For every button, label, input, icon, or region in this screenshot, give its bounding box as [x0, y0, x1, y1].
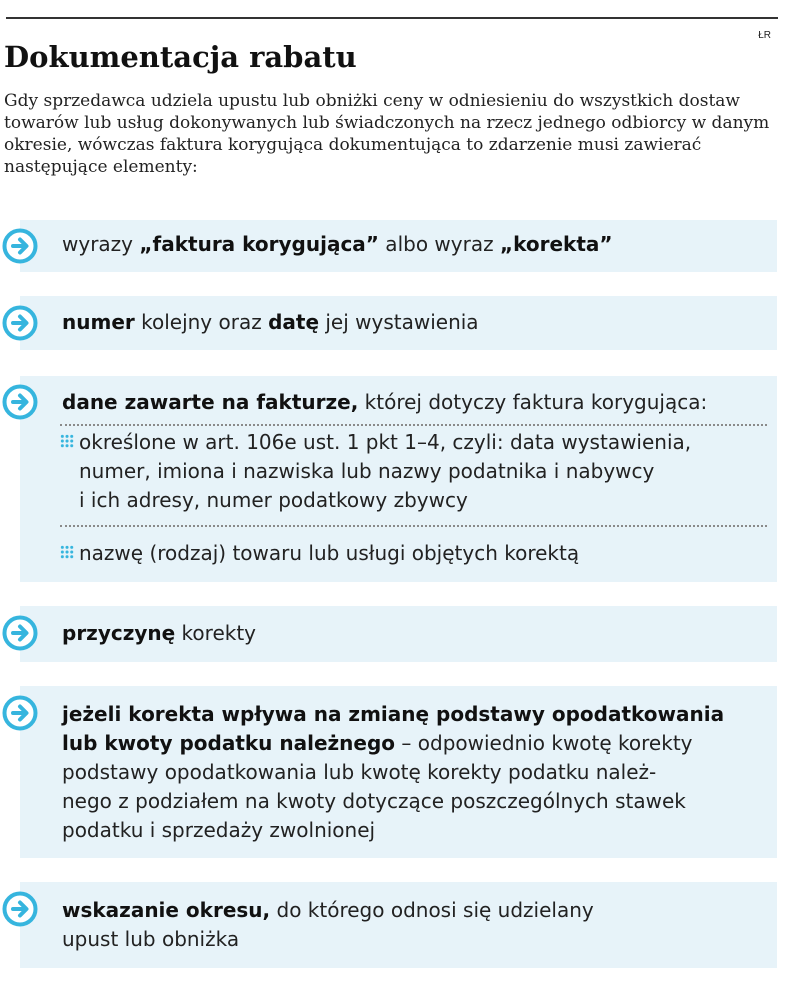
list-item [20, 296, 777, 350]
arrow-right-circle-icon [1, 304, 39, 342]
author-credit: ŁR [758, 30, 771, 41]
list-item [20, 220, 777, 272]
item-text: wskazanie okresu, do którego odnosi się udzielany upust lub obniżka [62, 898, 594, 951]
item-text: jeżeli korekta wpływa na zmianę podstawy opodatkowania lub kwoty podatku należnego – odpowiednio kwotę korekty podstawy opodatkowania lub kwotę korekty podatku należ- nego z podziałem na kwoty dotyczące poszczególnych stawek podatku i sprzedaży zwolnionej [62, 702, 725, 842]
list-item [20, 376, 777, 582]
arrow-right-circle-icon [1, 694, 39, 732]
list-item [20, 686, 777, 858]
top-rule [6, 17, 778, 19]
arrow-right-circle-icon [1, 227, 39, 265]
dot-grid-icon [60, 434, 74, 448]
item-text: wyrazy „faktura korygująca” albo wyraz „korekta” [62, 232, 613, 256]
sub-item: określone w art. 106e ust. 1 pkt 1–4, czyli: data wystawienia, numer, imiona i nazwiska lub nazwy podatnika i nabywcy i ich adresy, numer podatkowy zbywcy [60, 428, 767, 515]
list-item [20, 882, 777, 968]
page-title: Dokumentacja rabatu [4, 40, 357, 74]
arrow-right-circle-icon [1, 383, 39, 421]
item-text: numer kolejny oraz datę jej wystawienia [62, 310, 479, 334]
dot-grid-icon [60, 545, 74, 559]
list-item [20, 606, 777, 662]
arrow-right-circle-icon [1, 614, 39, 652]
sub-item: nazwę (rodzaj) towaru lub usługi objętych korektą [60, 539, 767, 568]
dotted-divider [60, 525, 767, 527]
item-text: dane zawarte na fakturze, której dotyczy faktura korygująca: [62, 390, 708, 414]
item-text: przyczynę korekty [62, 621, 257, 645]
arrow-right-circle-icon [1, 890, 39, 928]
dotted-divider [60, 424, 767, 426]
intro-paragraph: Gdy sprzedawca udziela upustu lub obniżki ceny w odniesieniu do wszystkich dostaw towarów lub usług dokonywanych lub świadczonych na rzecz jednego odbiorcy w danym okresie, wówczas faktura korygująca dokumentująca to zdarzenie musi zawierać następujące elementy: [4, 91, 770, 177]
